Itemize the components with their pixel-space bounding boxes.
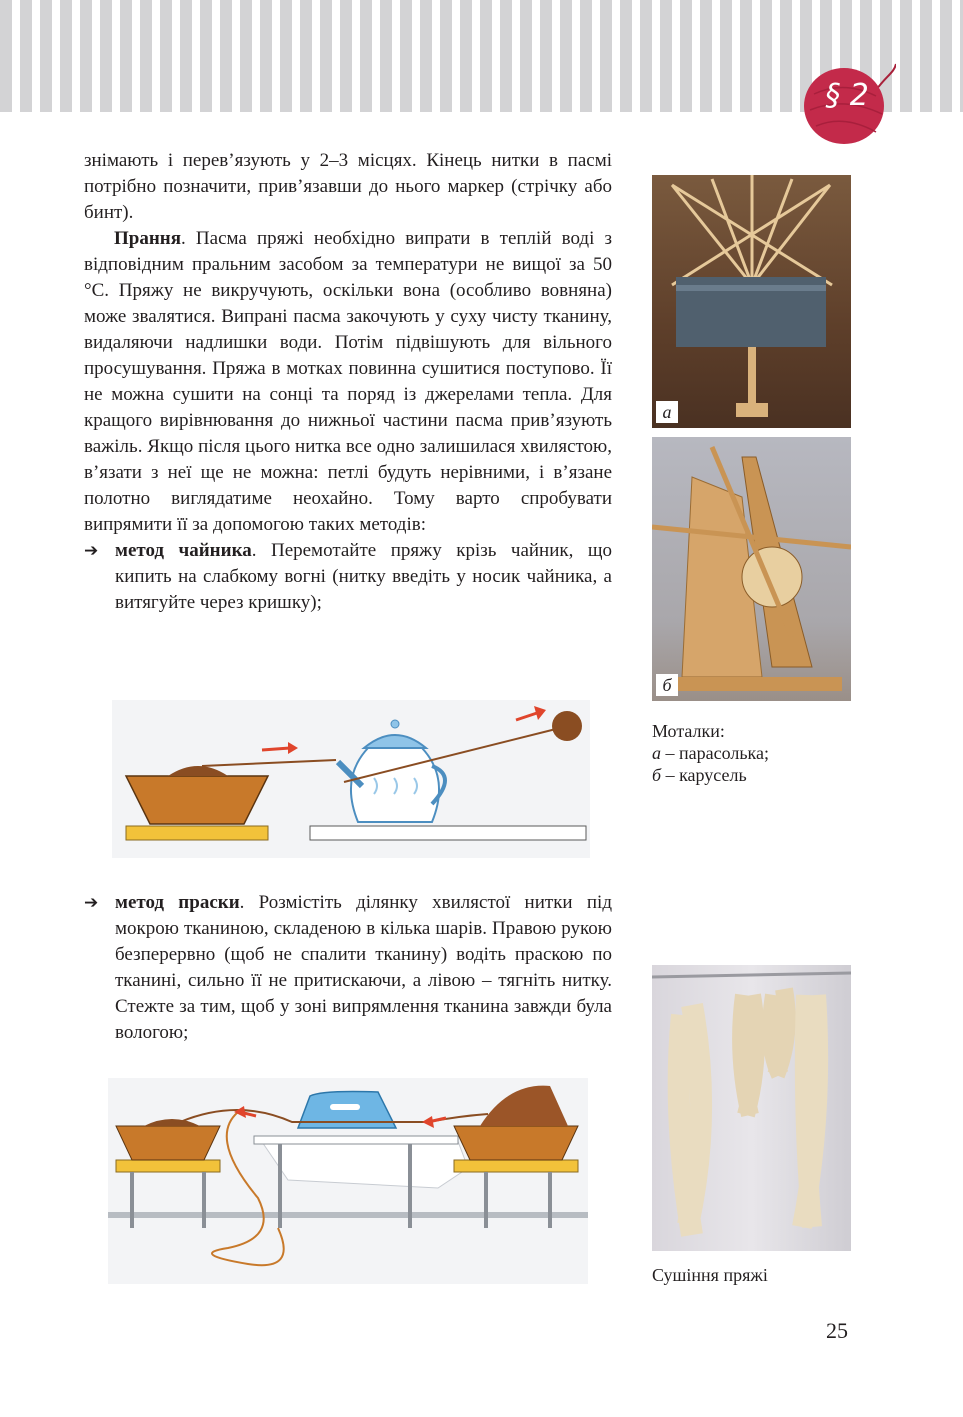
drying-yarn-drawing xyxy=(652,965,851,1251)
caption-letter-b: б xyxy=(652,765,662,785)
paragraph-washing xyxy=(84,226,612,538)
winders-caption-a xyxy=(652,742,769,764)
paragraph-intro: знімають і перев’язують у 2–3 місцях. Кінець нитки в пасмі потрібно позначити, прив’язавши до нього маркер (стрічку або бинт). xyxy=(84,150,612,223)
kettle-method-diagram xyxy=(112,700,590,858)
winders-caption-title: Моталки: xyxy=(652,721,725,741)
arrow-right-icon: ➔ xyxy=(84,893,99,913)
method-iron-title: метод праски xyxy=(115,892,240,913)
photo-b-label: б xyxy=(656,674,678,696)
caption-text-b: – карусель xyxy=(661,765,747,785)
method-kettle-item xyxy=(84,538,612,616)
photo-umbrella-winder xyxy=(652,175,851,428)
section-number: § 2 xyxy=(825,78,869,113)
caption-text-a: – парасолька; xyxy=(661,743,770,763)
washing-title: Прання xyxy=(114,228,182,249)
method-iron-body: . Розмістіть ділянку хвилястої нитки під мокрою тканиною, складеною в кілька шарів. Правою рукою безперервно (щоб не спалити тканину) водіть праскою по тканині, сильно її не притискаючи, а лівою – тягніть нитку. Стежте за тим, щоб у зоні випрямлення тканина завжди була вологою; xyxy=(115,892,612,1043)
method-kettle-body: . Перемотайте пряжу крізь чайник, що кипить на слабкому вогні (нитку введіть у носик чайника, а витягуйте через кришку); xyxy=(115,540,612,613)
page-number: 25 xyxy=(826,1318,848,1343)
photo-carousel-winder xyxy=(652,437,851,701)
main-text-lower xyxy=(84,890,612,1046)
washing-body: . Пасма пряжі необхідно випрати в теплій воді з відповідним пральним засобом за температури не вищої за 50 °С. Пряжу не викручують, оскільки вона (особливо вовняна) може звалятися. Випрані пасма закочують у суху чисту тканину, видаляючи надлишки води. Потім підвішують для вільного просушування. Пряжа в мотках повинна сушитися поступово. Її не можна сушити на сонці та поряд із джерелами тепла. Для кращого вирівнювання до нижньої частини пасма прив’язують важіль. Якщо після цього нитка все одно залишилася хвилястою, в’язати з неї ще не можна: петлі будуть нерівними, і в’язане полотно виглядатиме неохайно. Тому варто спробувати випрямити її за допомогою таких методів: xyxy=(84,228,612,535)
photo-a-label: а xyxy=(656,401,678,423)
iron-method-diagram xyxy=(108,1078,588,1284)
photo-drying-yarn xyxy=(652,965,851,1251)
drying-caption: Сушіння пряжі xyxy=(652,1265,768,1285)
arrow-right-icon: ➔ xyxy=(84,541,99,561)
method-kettle-title: метод чайника xyxy=(115,540,252,561)
main-text-upper xyxy=(84,148,612,616)
carousel-winder-drawing xyxy=(652,437,851,701)
method-iron-item xyxy=(84,890,612,1046)
umbrella-winder-drawing xyxy=(652,175,851,428)
winders-caption-b xyxy=(652,764,769,786)
caption-letter-a: а xyxy=(652,743,661,763)
winders-caption xyxy=(652,720,769,786)
